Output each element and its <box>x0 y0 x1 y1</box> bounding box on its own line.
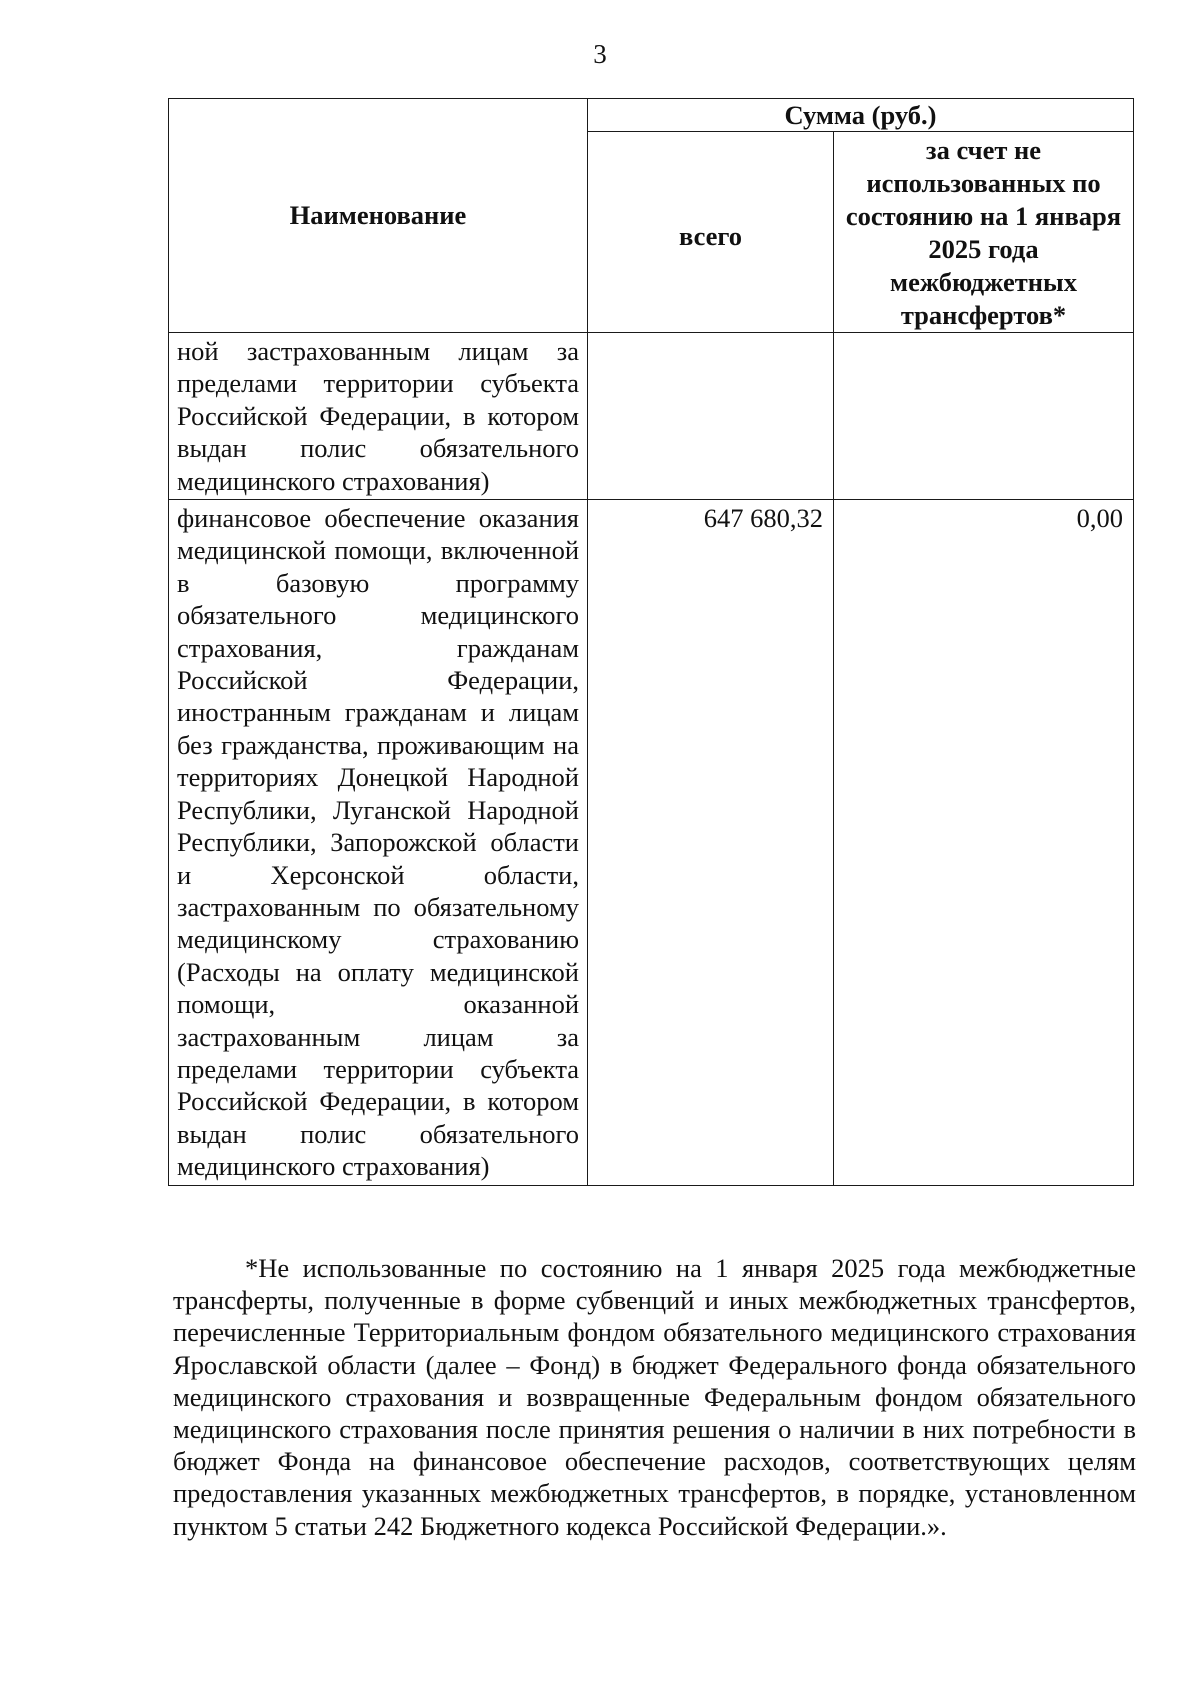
row-total: 647 680,32 <box>588 500 834 1186</box>
header-name: Наименование <box>169 99 588 333</box>
row-total <box>588 333 834 500</box>
row-description: ной застрахованным лицам за пределами территории субъекта Российской Федерации, в котором выдан полис обязательного медицинского страхования) <box>169 333 588 500</box>
page-number: 3 <box>593 39 607 69</box>
table-row <box>169 333 1134 500</box>
table-header-row <box>169 99 1134 132</box>
budget-table <box>168 98 1134 1186</box>
table-row <box>169 500 1134 1186</box>
row-unused <box>834 333 1134 500</box>
header-unused-transfers: за счет не использованных по состоянию на 1 января 2025 года межбюджетных трансфертов* <box>834 132 1134 333</box>
footnote: *Не использованные по состоянию на 1 января 2025 года межбюджетные трансферты, полученные в форме субвенций и иных межбюджетных трансфертов, перечисленные Территориальным фондом обязательного медицинского страхования Ярославской области (далее – Фонд) в бюджет Федерального фонда обязательного медицинского страхования и возвращенные Федеральным фондом обязательного медицинского страхования после принятия решения о наличии в них потребности в бюджет Фонда на финансовое обеспечение расходов, соответствующих целям предоставления указанных межбюджетных трансфертов, в порядке, установленном пунктом 5 статьи 242 Бюджетного кодекса Российской Федерации.». <box>173 1253 1136 1541</box>
header-sum-group: Сумма (руб.) <box>588 99 1134 132</box>
header-total: всего <box>588 132 834 333</box>
row-unused: 0,00 <box>834 500 1134 1186</box>
row-description: финансовое обеспечение оказания медицинской помощи, включенной в базовую программу обязательного медицинского страхования, гражданам Российской Федерации, иностранным гражданам и лицам без гражданства, проживающим на территориях Донецкой Народной Республики, Луганской Народной Республики, Запорожской области и Херсонской области, застрахованным по обязательному медицинскому страхованию (Расходы на оплату медицинской помощи, оказанной застрахованным лицам за пределами территории субъекта Российской Федерации, в котором выдан полис обязательного медицинского страхования) <box>169 500 588 1186</box>
